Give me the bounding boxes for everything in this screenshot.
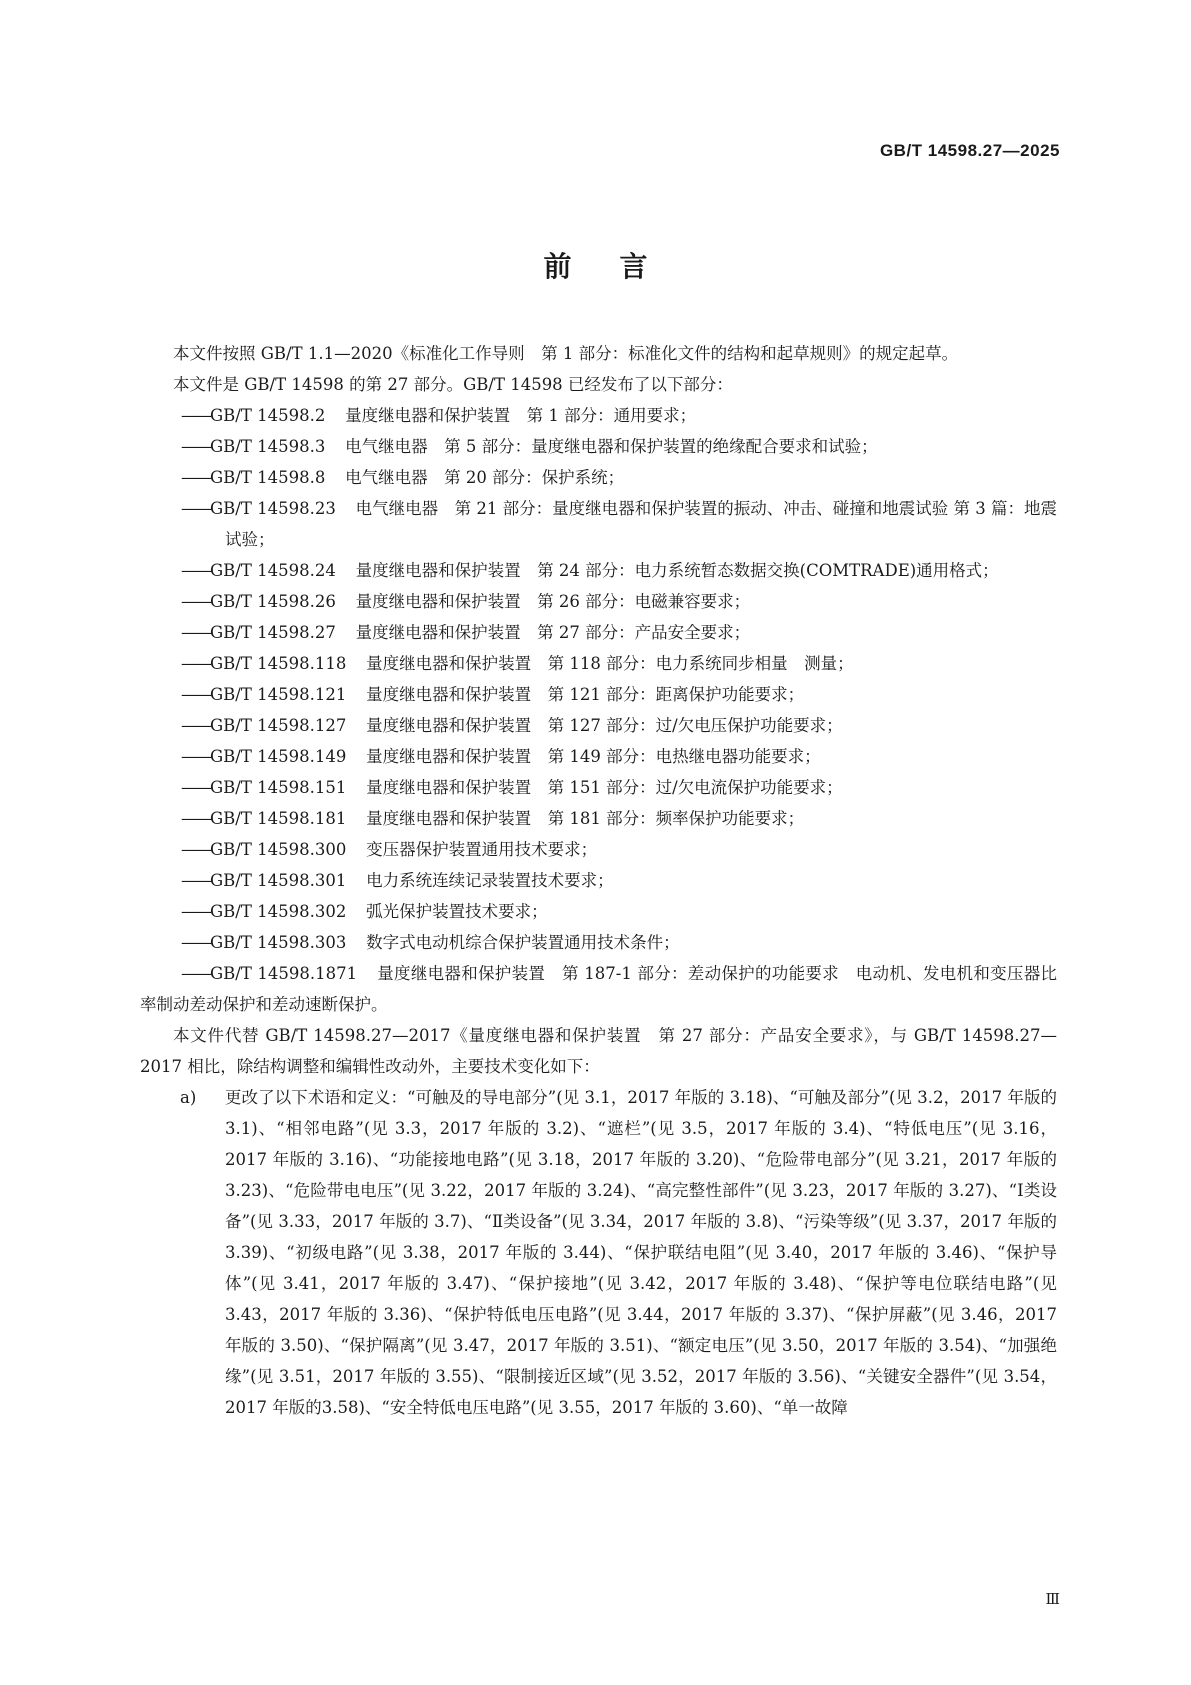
dash-marker: —— — [181, 499, 210, 518]
standard-code: GB/T 14598.121 — [210, 685, 347, 704]
dash-marker: —— — [181, 747, 210, 766]
standard-code: GB/T 14598.1871 — [210, 964, 358, 983]
standard-title: 量度继电器和保护装置 第 1 部分：通用要求； — [345, 406, 697, 425]
dash-marker: —— — [181, 406, 210, 425]
standard-title: 量度继电器和保护装置 第 149 部分：电热继电器功能要求； — [366, 747, 821, 766]
standard-code: GB/T 14598.127 — [210, 716, 347, 735]
dash-marker: —— — [181, 840, 210, 859]
standard-title: 量度继电器和保护装置 第 26 部分：电磁兼容要求； — [355, 592, 751, 611]
standard-code: GB/T 14598.23 — [210, 499, 336, 518]
standard-code: GB/T 14598.27 — [210, 623, 336, 642]
dash-marker: —— — [181, 561, 210, 580]
standard-code: GB/T 14598.303 — [210, 933, 347, 952]
list-item-text: 更改了以下术语和定义：“可触及的导电部分”(见 3.1，2017 年版的 3.18)、“可触及部分”(见 3.2，2017 年版的 3.1)、“相邻电路”(见 3.3，2017 年版的 3.2)、“遮栏”(见 3.5，2017 年版的 3.4)、“特低电压”(见 3.16，2017 年版的 3.16)、“功能接地电路”(见 3.18，2017 年版的 3.20)、“危险带电部分”(见 3.21，2017 年版的 3.23)、“危险带电电压”(见 3.22，2017 年版的 3.24)、“高完整性部件”(见 3.23，2017 年版的 3.27)、“Ⅰ类设备”(见 3.33，2017 年版的 3.7)、“Ⅱ类设备”(见 3.34，2017 年版的 3.8)、“污染等级”(见 3.37，2017 年版的 3.39)、“初级电路”(见 3.38，2017 年版的 3.44)、“保护联结电阻”(见 3.40，2017 年版的 3.46)、“保护导体”(见 3.41，2017 年版的 3.47)、“保护接地”(见 3.42，2017 年版的 3.48)、“保护等电位联结电路”(见 3.43，2017 年版的 3.36)、“保护特低电压电路”(见 3.44，2017 年版的 3.37)、“保护屏蔽”(见 3.46，2017 年版的 3.50)、“保护隔离”(见 3.47，2017 年版的 3.51)、“额定电压”(见 3.50，2017 年版的 3.54)、“加强绝缘”(见 3.51，2017 年版的 3.55)、“限制接近区域”(见 3.52，2017 年版的 3.56)、“关键安全器件”(见 3.54，2017 年版的3.58)、“安全特低电压电路”(见 3.55，2017 年版的 3.60)、“单一故障 — [225, 1088, 1057, 1417]
list-item — [140, 1082, 1057, 1423]
list-item — [140, 493, 1057, 555]
list-item — [140, 648, 1057, 679]
list-item — [140, 772, 1057, 803]
page-title: 前言 — [543, 250, 696, 283]
standard-title: 量度继电器和保护装置 第 181 部分：频率保护功能要求； — [366, 809, 805, 828]
standard-title: 量度继电器和保护装置 第 127 部分：过/欠电压保护功能要求； — [366, 716, 843, 735]
list-item — [140, 431, 1057, 462]
paragraph-replacement: 本文件代替 GB/T 14598.27—2017《量度继电器和保护装置 第 27 部分：产品安全要求》，与 GB/T 14598.27—2017 相比，除结构调整和编辑性改动外，主要技术变化如下： — [140, 1026, 1057, 1076]
standard-title: 量度继电器和保护装置 第 151 部分：过/欠电流保护功能要求； — [366, 778, 843, 797]
standard-title: 量度继电器和保护装置 第 187-1 部分：差动保护的功能要求 电动机、发电机和变压器比率制动差动保护和差动速断保护。 — [140, 964, 1057, 1014]
list-item — [140, 679, 1057, 710]
standard-code: GB/T 14598.300 — [210, 840, 347, 859]
standard-code: GB/T 14598.26 — [210, 592, 336, 611]
dash-marker: —— — [181, 437, 210, 456]
document-code: GB/T 14598.27—2025 — [879, 141, 1060, 160]
list-item — [140, 710, 1057, 741]
standard-title: 量度继电器和保护装置 第 27 部分：产品安全要求； — [355, 623, 751, 642]
dash-marker: —— — [181, 809, 210, 828]
standard-code: GB/T 14598.301 — [210, 871, 347, 890]
page-number: Ⅲ — [1045, 1590, 1060, 1608]
standard-code: GB/T 14598.118 — [210, 654, 347, 673]
standard-title: 电气继电器 第 5 部分：量度继电器和保护装置的绝缘配合要求和试验； — [345, 437, 878, 456]
document-body — [140, 338, 1057, 1423]
standard-title: 量度继电器和保护装置 第 118 部分：电力系统同步相量 测量； — [366, 654, 854, 673]
standard-code: GB/T 14598.3 — [210, 437, 326, 456]
dash-marker: —— — [181, 654, 210, 673]
standard-code: GB/T 14598.151 — [210, 778, 347, 797]
standard-code: GB/T 14598.149 — [210, 747, 347, 766]
list-item — [140, 927, 1057, 958]
dash-marker: —— — [181, 902, 210, 921]
standard-title: 电气继电器 第 21 部分：量度继电器和保护装置的振动、冲击、碰撞和地震试验 第 3 篇：地震试验； — [225, 499, 1057, 549]
list-item — [140, 555, 1057, 586]
standard-title: 电力系统连续记录装置技术要求； — [366, 871, 614, 890]
standard-code: GB/T 14598.181 — [210, 809, 347, 828]
dash-marker: —— — [181, 623, 210, 642]
standard-code: GB/T 14598.8 — [210, 468, 326, 487]
list-item — [140, 741, 1057, 772]
standard-title: 量度继电器和保护装置 第 121 部分：距离保护功能要求； — [366, 685, 805, 704]
list-item — [140, 803, 1057, 834]
standard-title: 电气继电器 第 20 部分：保护系统； — [345, 468, 625, 487]
standard-title: 变压器保护装置通用技术要求； — [366, 840, 598, 859]
dash-marker: —— — [181, 592, 210, 611]
dash-marker: —— — [181, 778, 210, 797]
dash-marker: —— — [181, 871, 210, 890]
standard-title: 量度继电器和保护装置 第 24 部分：电力系统暂态数据交换(COMTRADE)通用格式； — [355, 561, 999, 580]
list-item — [140, 834, 1057, 865]
parts-list — [140, 400, 1057, 1020]
list-item — [140, 896, 1057, 927]
dash-marker: —— — [181, 964, 210, 983]
standard-code: GB/T 14598.2 — [210, 406, 326, 425]
standard-code: GB/T 14598.302 — [210, 902, 347, 921]
list-item — [140, 462, 1057, 493]
list-item — [140, 865, 1057, 896]
dash-marker: —— — [181, 685, 210, 704]
changes-list — [140, 1082, 1057, 1423]
paragraph-drafting-basis: 本文件按照 GB/T 1.1—2020《标准化工作导则 第 1 部分：标准化文件的结构和起草规则》的规定起草。 — [173, 344, 959, 363]
dash-marker: —— — [181, 716, 210, 735]
list-item — [140, 617, 1057, 648]
standard-title: 数字式电动机综合保护装置通用技术条件； — [366, 933, 680, 952]
list-item — [140, 958, 1057, 1020]
dash-marker: —— — [181, 468, 210, 487]
list-marker: a) — [180, 1088, 197, 1107]
paragraph-series-intro: 本文件是 GB/T 14598 的第 27 部分。GB/T 14598 已经发布了以下部分： — [173, 375, 733, 394]
standard-title: 弧光保护装置技术要求； — [366, 902, 548, 921]
standard-code: GB/T 14598.24 — [210, 561, 336, 580]
dash-marker: —— — [181, 933, 210, 952]
list-item — [140, 400, 1057, 431]
list-item — [140, 586, 1057, 617]
